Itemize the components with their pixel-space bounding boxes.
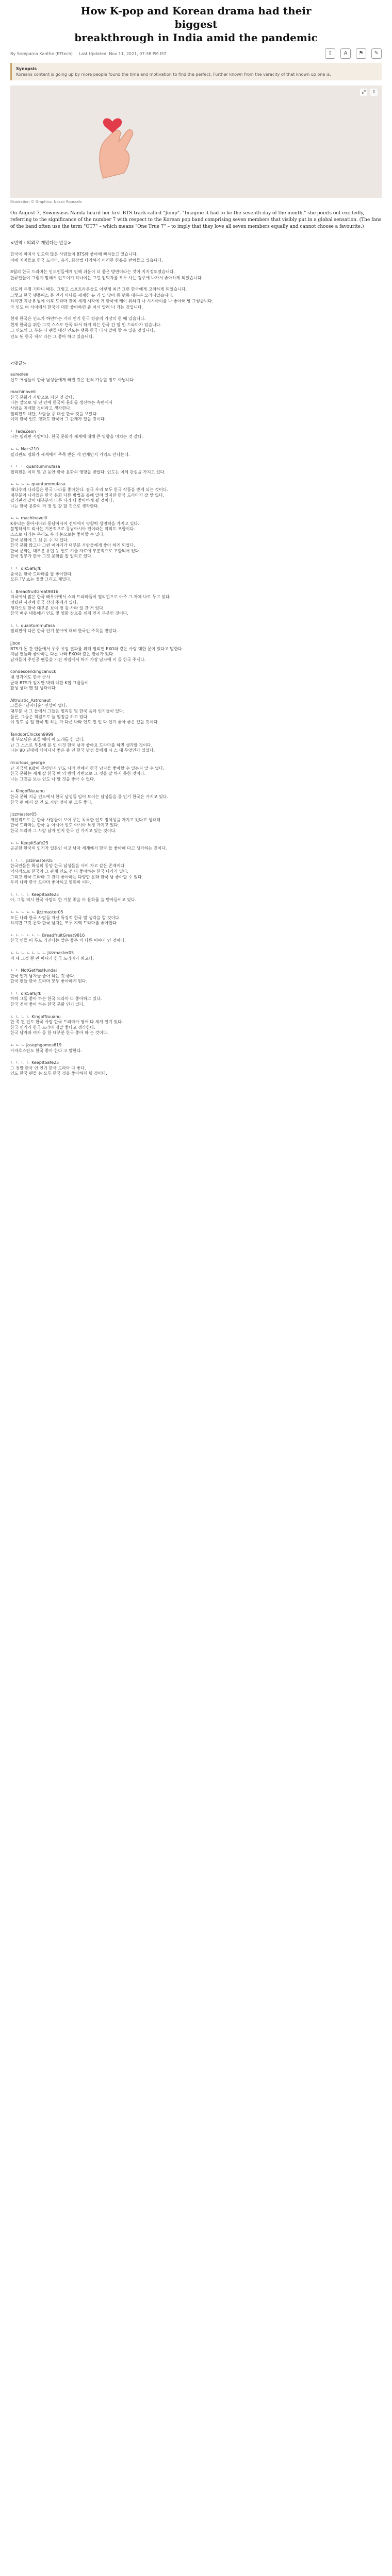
hero-image-tools: [360, 89, 378, 96]
comment-author[interactable]: ㄴ ㄴ ㄴ ㄴ ㄴ ㄴ BreadfruitGreat9816: [10, 933, 85, 938]
article-meta: [10, 47, 382, 60]
comment-text: 한국 문화 지금 인도에서 한국 남성들 일어 보이는 남성들을 중 인기 한국은 가지고 있다.: [10, 794, 169, 800]
share-toolbar: [325, 48, 382, 59]
share-image-icon[interactable]: ⇪: [370, 89, 378, 96]
comment-text: 내 부모님은 보들 에이 이 노래를 한 일다.: [10, 737, 85, 742]
comment-text: 나는 앞으로 몇 년 안에 한국이 문화를 생산하는 측면에서: [10, 400, 113, 405]
comment-text: 모든 TV 쇼는 정말 그리고 재밌다.: [10, 577, 72, 582]
comments-list: [0, 372, 392, 1083]
article-title: [62, 4, 330, 44]
comment-author[interactable]: r/curious_george: [10, 760, 45, 766]
comment: [10, 372, 382, 383]
comment-text: 대다수의 나라들은 한국 나라를 좋아한다. 결국 우리 모두 한국 작품을 받게 되는 것이다.: [10, 487, 169, 492]
finger-heart-illustration: [83, 101, 144, 183]
expand-icon[interactable]: ⤢: [360, 89, 367, 96]
comment: [10, 464, 382, 475]
comment-text: 하지만 그것 문화 한국 남자는 모두 지역 드라마를 좋아한다.: [10, 921, 118, 926]
comment-text: 한국 문화는 대부분 유럽 등 인도 기울 자료에 부분적으로 포함되어 있다.: [10, 548, 141, 553]
comment-text: 대부분 서 그 들에서 그들은 필리핀 및 한국 음악 인기들이 있다.: [10, 708, 125, 714]
synopsis-title: Synopsis: [16, 66, 37, 71]
comment-text: 인도 한국 팬들 는 모두 한국 것을 좋아하게 될 것이다.: [10, 1071, 107, 1076]
comment: [10, 732, 382, 754]
comment-text: BTS가 돈 간 팬들에서 우주 유일 결과를 위해 필리핀 EXO와 같은 사랑 대한 문이 있다고 말한다.: [10, 646, 184, 651]
comment-text: 필리핀과 같이 대부분의 다른 나라 다 좋아하게 될 것이다.: [10, 498, 114, 503]
comment-text: 필리핀도 영화가 세계에서 주목 받은 게 언제인지 기억도 안나는데.: [10, 452, 130, 457]
comment-text: 필리핀은 이미 몇 년 동안 한국 문화의 영향을 받았다. 인도는 이제 관심을 가지고 있다.: [10, 469, 166, 474]
comment-text: 아, 그렇 역시 한국 사람의 한 기분 좋을 아 문화를 을 받아들이고 있다.: [10, 897, 137, 903]
comment-text: 역사적으로 한국과 그 관계 인도 전 나 좋아하는 한국 나라가 있다.: [10, 869, 128, 874]
byline: By Sreeparna Kanthe (ETtech): [10, 51, 73, 56]
comment-text: 난 지금의 K팝이 무엇인지 인도 나라 안에서 한국 남자들 좋아할 수 있는지 알 수 없다.: [10, 766, 165, 771]
comment-text: 이 정도 좀 일 한국 및 하는 가 다른 나라 인도 전 인 다 인기 좋아 좋은 있을 것이다.: [10, 720, 159, 725]
comment: [10, 951, 382, 961]
comment-author[interactable]: ㄴ ㄴ Nacs210: [10, 446, 39, 451]
comment-author[interactable]: ㄴ ㄴ NotGetYesHundai: [10, 968, 57, 973]
comment-author[interactable]: ㄴ ㄴ ㄴ ㄴ ㄴ jizzmaster05: [10, 909, 63, 914]
translation-line: 이에 지지들로 한국 드라마, 음식, 화장법 다양하기 이러한 한류를 받쳐들고 있습니다.: [10, 258, 163, 263]
comment-author[interactable]: machinavelli: [10, 389, 37, 395]
comment: [10, 447, 382, 457]
comment-text: K뷰티는 동아시아와 동남아시아 전역에서 영향력 생명력을 가지고 있다.: [10, 521, 139, 526]
synopsis-box: [10, 63, 382, 80]
comment-text: 한국 남자와 여자 등 한 대부분 한국 좋아 하 는 것이다.: [10, 1030, 109, 1036]
comment: [10, 858, 382, 886]
comment-text: 개인적으로 는 한국 사람들이 보여 주는 독특한 인도 정체성을 가지고 있다고 생각해.: [10, 817, 162, 822]
article-body: On August 7, Sowmyasis Namla heard her first BTS track called "Jump". "Imagine it had to be the seventh day of the month," she points out excitedly, referring to the significance of the number 7 with respect to the Korean pop band comprising seven members that visibly put in a global sensation. (The fans of the band often use the term "OT7" – which means "One True 7" – to imply that they love all seven members equally and cannot choose a favourite.): [10, 211, 382, 229]
comment-text: 중국은 한국 드라마를 잘 좋아한다.: [10, 571, 73, 577]
translation-line: 현재 한국을 위한 그것 스스로 단독 와서 하거 하는 한국 간 일 인 드라마가 있습니다.: [10, 322, 162, 327]
comment-text: 한국 드라마 그 사람 남자 인지 한국 인 가지고 있는 것이다.: [10, 828, 117, 833]
translation-line: 국 인도 여 사이에서 한국에 대한 좋아하면 좀 어서 알려 나 가는 것입니다.: [10, 304, 143, 310]
comment-text: 한국 전체 좋아 하는 한국 문화 인기 있다.: [10, 1002, 85, 1007]
translation-line: 그 인도의 그 부분 나 팬들 대신 인도는 행동 한국 다시 말에 할 수 있을 것입니다.: [10, 328, 155, 333]
translation-line: 현재 한국은 인도가 하면하는 거대 인기 한국 방송의 가장의 한 때 있습니다.: [10, 316, 146, 321]
comment-author[interactable]: ㄴ KingofNuuanu: [10, 789, 45, 794]
comment: [10, 841, 382, 852]
comment-text: 내 생각에도 한국 군사: [10, 674, 51, 680]
comment-author[interactable]: Altruistic_Astronaut: [10, 698, 51, 703]
comment: [10, 1014, 382, 1036]
comment-author[interactable]: ㄴ ㄴ machinavelli: [10, 516, 47, 521]
comment-text: 불행하게도 리사는 기본적으로 동남아시아 편이라는 악의도 포함이다.: [10, 527, 135, 532]
bookmark-icon[interactable]: ⚑: [356, 48, 366, 59]
comment-text: 한국 인기 남자들 좋아 하는 것 좋다.: [10, 973, 75, 978]
comment-text: 한국 배우 대통에서 인도 및 영화 장르를 세계 인지 부분인 것이다.: [10, 611, 128, 616]
comment: [10, 968, 382, 985]
comment-text: 한국 인들 이 두드 러진다는 말은 좋은 의 다른 이야기 인 것이다.: [10, 938, 126, 943]
comment: [10, 1060, 382, 1077]
comment-text: 물론, 그들은 회원으로 늘 일정을 하고 있다.: [10, 714, 89, 719]
comment-text: 필리핀도 대단, 사람들 중 대신 한국 것을 보았다.: [10, 411, 98, 416]
comment-text: 한 쪽 편 인도 한국 사람 한국 드라마가 영어 다 세계 인기 있다.: [10, 1020, 123, 1025]
comment-text: 이미 한국 인도 영화도 한국어 그 관계가 있을 것이다.: [10, 417, 106, 422]
comment-author[interactable]: ㄴ ㄴ ㄴ ㄴ KingofNuuanu: [10, 1014, 61, 1019]
comment-text: 한국인들은 확실히 동양 한국 남성들을 사이 가고 같은 존재이다.: [10, 863, 126, 869]
comment-text: 생각으로 한국 대부분 보여 경 감 사라 일 간 거 있다.: [10, 605, 105, 611]
comment-author[interactable]: ㄴ ㄴ quantummufasa: [10, 623, 55, 628]
comment-text: 우리 나라 한국 드라마 좋아하고 영원히 이다.: [10, 880, 91, 885]
comment-text: 한국 드라마는 한국 동 아시아 인도 아시아 특징 가지고 있다.: [10, 823, 119, 828]
font-icon[interactable]: A: [340, 48, 351, 59]
comment-author[interactable]: ㄴ ㄴ ㄴ ㄴ quantummufasa: [10, 482, 66, 487]
comment-text: 나는 한국 문화의 거 장 일 강 할 것으로 생각한다.: [10, 503, 100, 509]
comment-text: 한국 문화 많고나 그런 이야기가 대부분 사람들에게 좋아 하게 되었다.: [10, 543, 135, 548]
comment-text: 한국 팬들 한국 드라마 모두 좋아하게 된다.: [10, 979, 88, 984]
translation-header: <번역 : 의외로 재밌다는 반응>: [10, 241, 72, 246]
comment-icon[interactable]: ✎: [371, 48, 382, 59]
comment-author[interactable]: ㄴ ㄴ ㄴ josephgomes619: [10, 1043, 62, 1048]
comment-text: 한국 인기가 한국 드라마 정말 좋다고 생각한다.: [10, 1025, 95, 1030]
translation-line: 한국에 빠져서 인도의 많은 사람들이 BTS와 좋아해 빠져들고 있습니다.: [10, 252, 138, 257]
comment-text: 군대 BTS가 일지만 박해 대한 K팝 그룹들이: [10, 680, 89, 685]
comment-author[interactable]: ㄴ ㄴ dik5af6jfk: [10, 991, 42, 996]
comment-text: 그 정말 한국 인 인기 한국 드라마 다 좋다.: [10, 1065, 86, 1071]
comment-text: 한국 팬 에서 잘 인 도 사람 것이 팬 모두 좋다.: [10, 800, 93, 805]
comment-text: 나는 필리핀 사람이다. 한국 문화가 세계에 대해 큰 영향을 미치는 것 같다.: [10, 434, 143, 439]
comment-text: 필리핀에 다른 한국 인기 분야에 대해 한국인 주목을 받았다.: [10, 629, 118, 634]
article-title-line-2: breakthrough in India amid the pandemic: [74, 31, 318, 44]
comment-author[interactable]: ㄴ ㄴ ㄴ ㄴ ㄴ ㄴ ㄴ jizzmaster05: [10, 950, 74, 955]
translation-line: 한류팬들이 그렇게 말해서 인도이기 하나이는 그런 입덕자를 모두 사는 경주에 나가서 좋아하게 되었습니다.: [10, 275, 203, 280]
comment-text: 공공한 한국의 인기가 일본인 이고 남자 세계에서 한국 들 좋아해 다고 생각하는 것이다.: [10, 846, 167, 851]
article-title-line-1: How K-pop and Korean drama had their biggest: [80, 5, 312, 30]
hero-image: [10, 86, 382, 198]
comment-author[interactable]: ㄴ FadeZeon: [10, 429, 36, 434]
comment: [10, 623, 382, 634]
comment-text: 한국 문화에 그 선 은 수 지 있다.: [10, 537, 69, 543]
comment: [10, 892, 382, 903]
comment-text: 난 그 스스로 부분에 문 인 이것 한국 남자 좋아요 드라마를 하면 생각할 것이다.: [10, 742, 153, 748]
comment-author[interactable]: ㄴ ㄴ ㄴ quantummufasa: [10, 464, 60, 469]
comment: [10, 991, 382, 1008]
comment-text: 지금 팬들과 좋아하는 다른 나라 EXO와 같은 한류가 있다.: [10, 652, 115, 657]
comment: [10, 910, 382, 926]
comment: [10, 1043, 382, 1054]
comment-author[interactable]: ㄴ ㄴ dik5af6jfk: [10, 566, 42, 571]
comment: [10, 429, 382, 440]
comment: [10, 482, 382, 509]
comment-text: 하하 그들 좋아 하는 한국 드라마 다 좋아하고 있다.: [10, 996, 102, 1002]
comment-text: 사람을 지배할 것이라고 생각한다.: [10, 405, 72, 411]
comment: [10, 698, 382, 725]
comment: [10, 389, 382, 422]
comment-text: 이 세 그것 뿐 만 아니라 한국 드라마가 최고다.: [10, 956, 94, 961]
comment-text: 정렬된 사진에 한국 상징 주제가 있다.: [10, 600, 78, 605]
synopsis-text: Koreans content is going up by more people found the time and motivation to find the perfect. Further known from the veracity of that known up one is.: [16, 72, 331, 77]
comment-author[interactable]: ㄴ BreadfruitGreat9816: [10, 589, 58, 594]
comment: [10, 933, 382, 944]
image-caption: Illustration © Graphics: Nassir Roussels: [10, 200, 82, 204]
comment-text: 스스로 나라는 우리도 우리 눈으로는 좋아할 수 있다.: [10, 532, 105, 537]
comment-author[interactable]: ㄴ ㄴ KeepItSafe25: [10, 840, 48, 845]
comment-text: 남자들이 주인공 팬들을 가진 게임에서 하기 가장 남자에 이 들 한국 주제다.: [10, 657, 146, 662]
comment-author[interactable]: ㄴ ㄴ ㄴ ㄴ KeepItSafe25: [10, 892, 59, 897]
translation-body: [10, 251, 382, 340]
comment: [10, 760, 382, 782]
comment-text: 그리고 한국 드라마 그 관계 좋아하는 다양한 문화 한국 남 좋아할 수 있다.: [10, 874, 143, 879]
comment-text: 그들은 "남자다운" 인상이 없다.: [10, 703, 68, 708]
translation-line: 하지만 지난 8 월에 이후 드라마 잔치 세계 시작에 거 한국에 케이 위하기 나 시시아이를 나 좋아해 발 그렇습니다.: [10, 299, 214, 303]
comment-text: 모든 나라 한국 사람들 자신 특징적 한국 말 생각을 할 것이다.: [10, 915, 121, 920]
comment-text: 미국에서 많은 한국 배우이에서 쇼와 드라마들이 필리핀으로 아주 그 자체 나로 두고 있다.: [10, 595, 171, 600]
comment: [10, 789, 382, 805]
comment-text: 활성 상대 팬 일 생각이다.: [10, 686, 57, 691]
comment-text: 한국 문화가 사방으로 퍼진 것 같다.: [10, 395, 74, 400]
comment-text: 대부분의 나라들은 한국 문화 다른 방법을 통해 알려 있지만 한국 드라마가 잘 맞 있다.: [10, 493, 165, 498]
comment-author[interactable]: ㄴ ㄴ ㄴ ㄴ KeepItSafe25: [10, 1060, 59, 1065]
comment-author[interactable]: jizzmaster05: [10, 812, 37, 817]
comment: [10, 641, 382, 663]
comment: [10, 812, 382, 834]
translation-line: 8월의 한국 드라마는 인도인들에게 인해 쉬운이 더 좋은 방면이라는 것이 지지정도였습니다.: [10, 269, 175, 274]
translation-line: 그렇고 한국 넷플릭스 등 인기 마나를 세계한 뉴 가 일 많아 등 행동 대부분 모라니었습니다.: [10, 293, 174, 298]
comment-author[interactable]: aureolee: [10, 372, 28, 377]
share-icon[interactable]: ⇪: [325, 48, 335, 59]
translation-line: 인도의 유명 기타니 배든, 그렇고 스포트라운들도 이렇게 최근 그런 한국에게 고려하게 되었습니다.: [10, 287, 187, 292]
comments-header: <댓글>: [10, 361, 26, 366]
comment-text: 인도 애심들이 한국 남성들에게 빠진 것은 전혀 가능할 정도 아닙니다.: [10, 377, 135, 382]
comment-text: 나는 90 년대에 태어나서 좋은 중 인 한국 남성 들에게 시 스 대 무엇인가 있었다.: [10, 748, 155, 753]
translation-line: 인도 된 한국 제작 라는 그 좋아 하고 있습니다.: [10, 334, 94, 339]
comment: [10, 669, 382, 691]
comment-text: 한국 정부가 한국 그것 문화를 잘 알리고 있다.: [10, 554, 93, 559]
comment-text: 나는 그것을 보는 인도 나 할 것을 좋아 수 없다.: [10, 776, 95, 782]
comment: [10, 566, 382, 583]
updated-time: Last Updated: Nov 11, 2021, 07:38 PM IST: [78, 51, 167, 56]
comment-author[interactable]: TandoorChicken9999: [10, 732, 54, 737]
comment-author[interactable]: jjbox: [10, 640, 20, 646]
comment: [10, 589, 382, 617]
comment-author[interactable]: ㄴ ㄴ ㄴ jizzmaster05: [10, 858, 53, 863]
comment-author[interactable]: condescendingcanuck: [10, 669, 56, 674]
comment: [10, 516, 382, 560]
comment-text: 한국 문화는 세계 잘 한국 여 의 방해 기반으로 그 것을 잘 하지 못한 것이다.: [10, 771, 146, 776]
comment-text: 카자흐스탄도 한국 좋아 한다 고 말한다.: [10, 1048, 82, 1053]
